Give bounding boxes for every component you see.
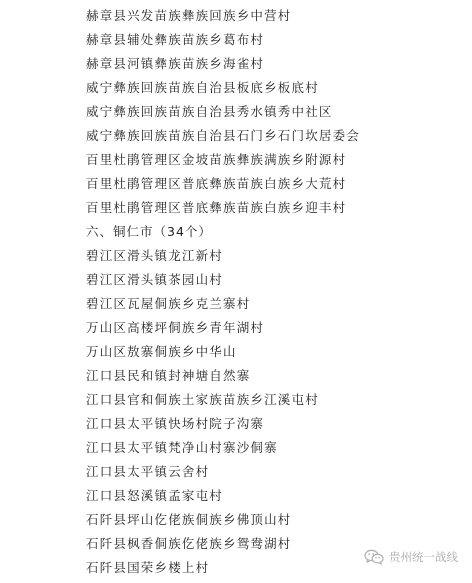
watermark-text: 贵州统一战线 [389,550,458,564]
list-item: 石阡县坪山仡佬族侗族乡佛顶山村 [86,512,292,527]
list-item: 赫章县兴发苗族彝族回族乡中营村 [86,8,292,23]
list-item: 赫章县河镇彝族苗族乡海雀村 [86,56,265,71]
watermark [364,549,458,565]
list-item: 碧江区瓦屋侗族乡克兰寨村 [86,296,251,311]
list-item: 万山区敖寨侗族乡中华山 [86,344,237,359]
list-item: 威宁彝族回族苗族自治县板底乡板底村 [86,80,319,95]
list-item: 江口县民和镇封神塘自然寨 [86,368,251,383]
list-item: 百里杜鹃管理区普底彝族苗族白族乡大荒村 [86,176,347,191]
list-item: 百里杜鹃管理区金坡苗族彝族满族乡附源村 [86,152,347,167]
list-item: 威宁彝族回族苗族自治县秀水镇秀中社区 [86,104,333,119]
list-item: 江口县官和侗族土家族苗族乡江溪屯村 [86,392,319,407]
section-heading: 六、铜仁市（34个） [86,224,212,239]
list-item: 石阡县国荣乡楼上村 [86,560,210,575]
list-item: 百里杜鹃管理区普底彝族苗族白族乡迎丰村 [86,200,347,215]
village-list [86,4,360,580]
list-item: 江口县太平镇梵净山村寨沙侗寨 [86,440,278,455]
list-item: 碧江区滑头镇茶园山村 [86,272,224,287]
list-item: 江口县太平镇快场村院子沟寨 [86,416,265,431]
list-item: 石阡县枫香侗族仡佬族乡鸳鸯湖村 [86,536,292,551]
list-item: 万山区高楼坪侗族乡青年湖村 [86,320,265,335]
list-item: 碧江区滑头镇龙江新村 [86,248,224,263]
list-item: 江口县怒溪镇孟家屯村 [86,488,224,503]
list-item: 赫章县辅处彝族苗族乡葛布村 [86,32,265,47]
wechat-icon [364,549,384,565]
list-item: 江口县太平镇云舍村 [86,464,210,479]
list-item: 威宁彝族回族苗族自治县石门乡石门坎居委会 [86,128,361,143]
